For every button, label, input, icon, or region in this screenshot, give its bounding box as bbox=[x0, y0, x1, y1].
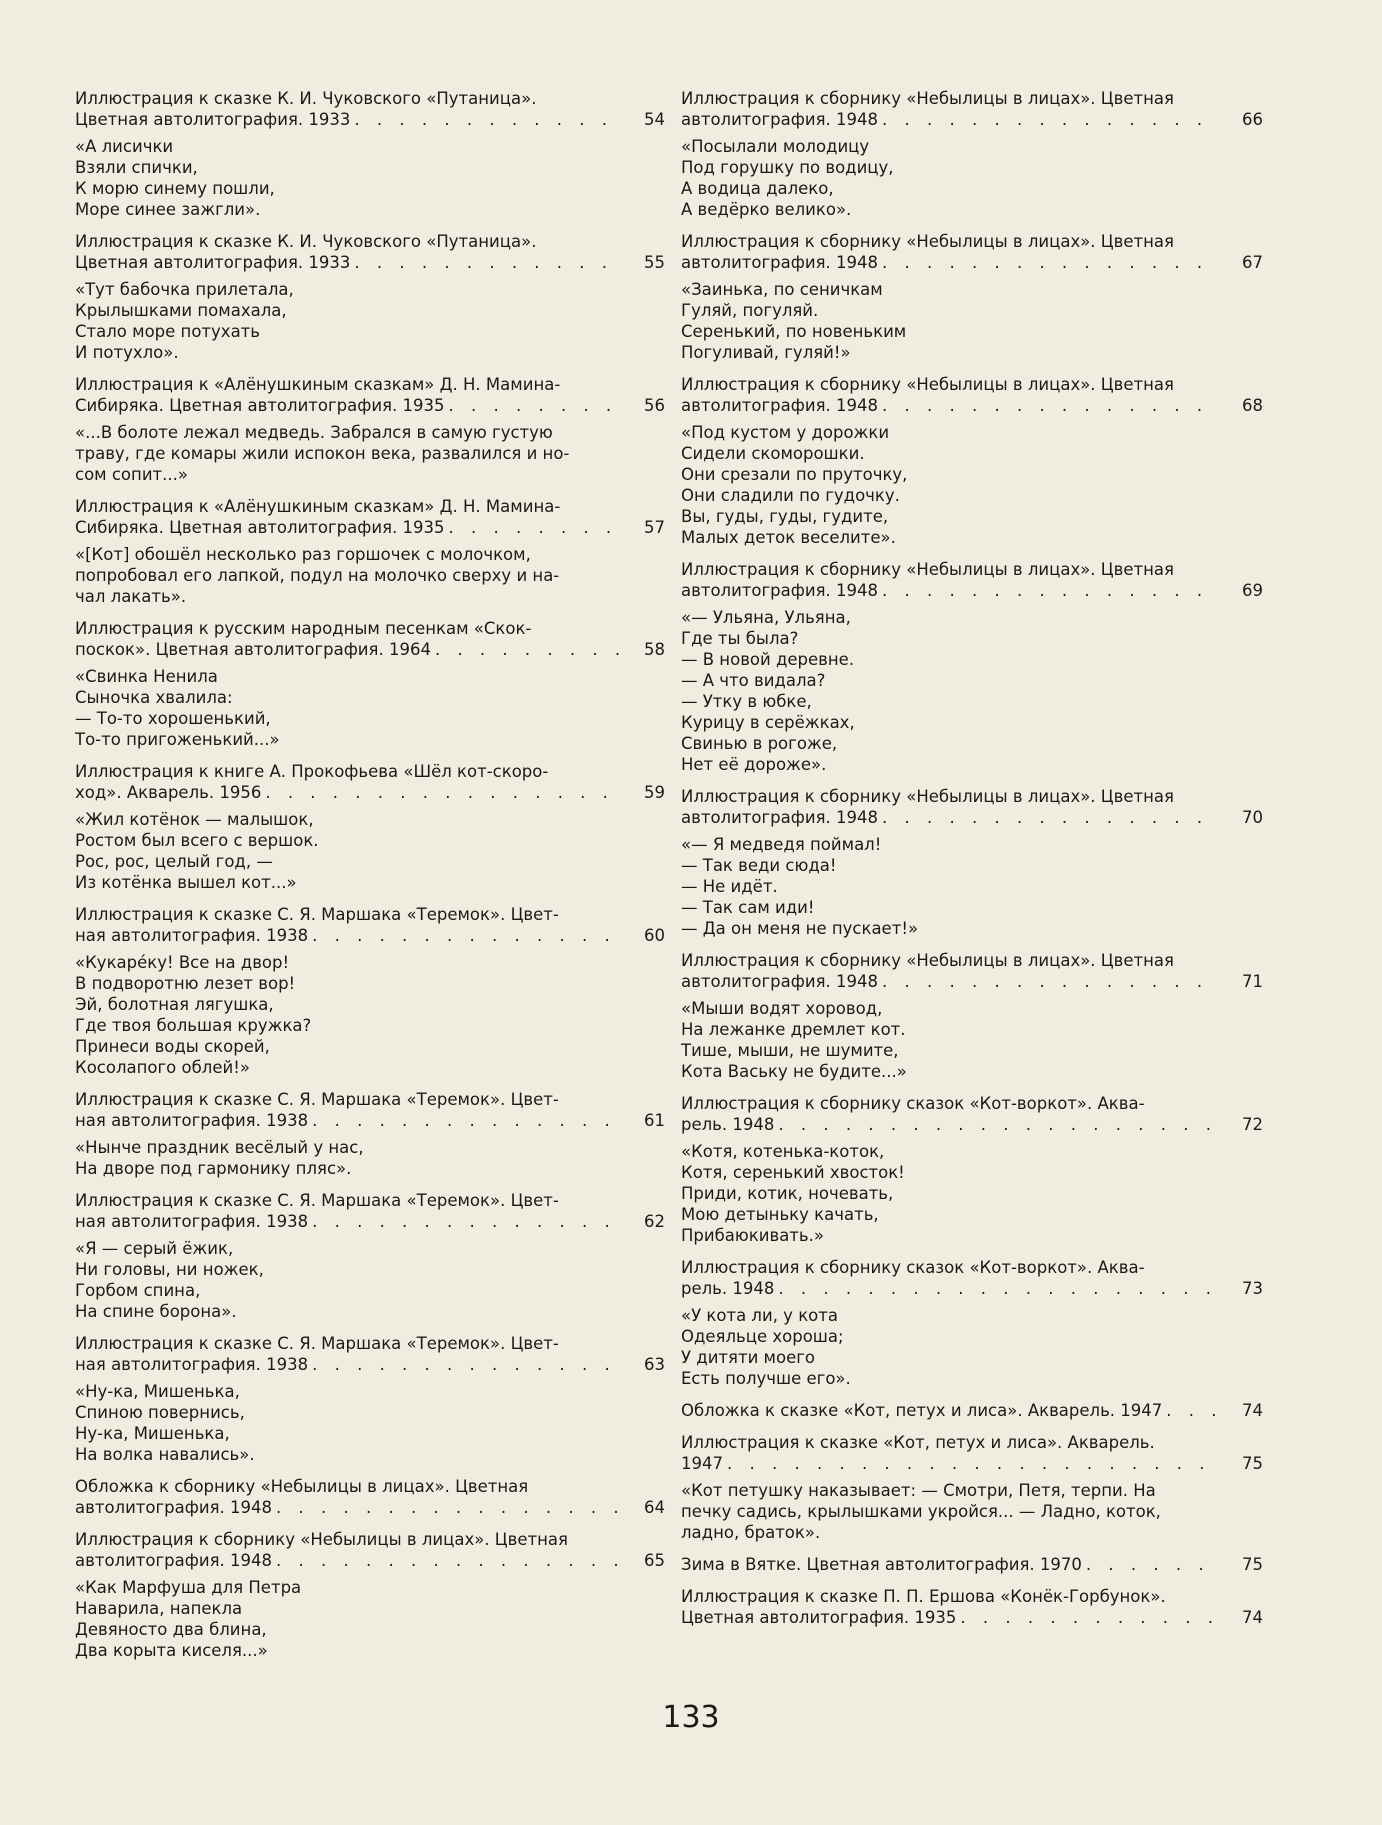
caption-line: Иллюстрация к сборнику «Небылицы в лицах». Цветная bbox=[75, 1530, 568, 1549]
quote bbox=[681, 279, 1263, 363]
list-item bbox=[75, 761, 665, 893]
quote-line: «Тут бабочка прилетала, bbox=[75, 280, 294, 299]
dot-leader bbox=[312, 1110, 619, 1131]
caption-line: Иллюстрация к сказке К. И. Чуковского «Путаница». bbox=[75, 232, 537, 251]
quote-line: Ну-ка, Мишенька, bbox=[75, 1424, 230, 1443]
quote-line: — Да он меня не пускает!» bbox=[681, 919, 919, 938]
dot-leader bbox=[354, 109, 619, 130]
caption-last-line bbox=[681, 395, 1263, 416]
caption bbox=[75, 1529, 665, 1571]
quote-line: А водица далеко, bbox=[681, 179, 834, 198]
dot-leader bbox=[435, 639, 619, 660]
quote-line: Приди, котик, ночевать, bbox=[681, 1184, 894, 1203]
caption-line: Иллюстрация к сборнику сказок «Кот-воркот». Аква- bbox=[681, 1094, 1145, 1113]
quote-line: На волка навались». bbox=[75, 1445, 255, 1464]
caption-last-line bbox=[681, 109, 1263, 130]
caption-last-line bbox=[681, 1607, 1263, 1628]
quote-line: Ни головы, ни ножек, bbox=[75, 1260, 264, 1279]
quote-line: К морю синему пошли, bbox=[75, 179, 275, 198]
list-item bbox=[75, 88, 665, 220]
list-item bbox=[75, 904, 665, 1078]
caption bbox=[681, 1432, 1263, 1474]
quote-line: «Кукарéку! Все на двор! bbox=[75, 953, 290, 972]
caption-line: Иллюстрация к сказке «Кот, петух и лиса». Акварель. bbox=[681, 1433, 1155, 1452]
quote-line: чал лакать». bbox=[75, 587, 187, 606]
dot-leader bbox=[1166, 1400, 1217, 1421]
caption-last-line bbox=[681, 1554, 1263, 1575]
caption-line: автолитография. 1948 bbox=[681, 396, 879, 415]
quote-line: «Заинька, по сеничкам bbox=[681, 280, 883, 299]
dot-leader bbox=[960, 1607, 1217, 1628]
dot-leader bbox=[276, 1497, 619, 1518]
list-item bbox=[681, 374, 1263, 548]
quote-line: траву, где комары жили испокон века, развалился и но- bbox=[75, 444, 570, 463]
quote-line: «Свинка Ненила bbox=[75, 667, 218, 686]
quote-line: Принеси воды скорей, bbox=[75, 1037, 270, 1056]
caption-line: Иллюстрация к сказке К. И. Чуковского «Путаница». bbox=[75, 89, 537, 108]
list-item bbox=[681, 1093, 1263, 1246]
caption-line: Иллюстрация к сказке С. Я. Маршака «Теремок». Цвет- bbox=[75, 905, 559, 924]
caption-line: Иллюстрация к сказке С. Я. Маршака «Теремок». Цвет- bbox=[75, 1334, 559, 1353]
caption bbox=[681, 1257, 1263, 1299]
quote-line: Косолапого облей!» bbox=[75, 1058, 250, 1077]
list-item bbox=[75, 1089, 665, 1179]
quote-line: — Утку в юбке, bbox=[681, 692, 812, 711]
caption bbox=[75, 1089, 665, 1131]
quote-line: Сыночка хвалила: bbox=[75, 688, 233, 707]
caption-line: ная автолитография. 1938 bbox=[75, 926, 309, 945]
quote-line: — То-то хорошенький, bbox=[75, 709, 271, 728]
dot-leader bbox=[354, 252, 619, 273]
quote-line: На дворе под гармонику пляс». bbox=[75, 1159, 352, 1178]
right-column bbox=[681, 88, 1263, 1639]
caption-last-line bbox=[75, 1110, 665, 1131]
caption-line: Иллюстрация к сборнику «Небылицы в лицах». Цветная bbox=[681, 375, 1174, 394]
quote-line: Где ты была? bbox=[681, 629, 799, 648]
caption bbox=[75, 618, 665, 660]
dot-leader bbox=[882, 395, 1217, 416]
caption-last-line bbox=[681, 1114, 1263, 1135]
dot-leader bbox=[882, 252, 1217, 273]
caption bbox=[681, 231, 1263, 273]
quote-line: «Жил котёнок — малышок, bbox=[75, 810, 314, 829]
dot-leader bbox=[882, 807, 1217, 828]
page-reference: 54 bbox=[644, 110, 665, 129]
caption bbox=[681, 1093, 1263, 1135]
caption-line: Сибиряка. Цветная автолитография. 1935 bbox=[75, 396, 445, 415]
page-reference: 64 bbox=[644, 1498, 665, 1517]
caption bbox=[681, 950, 1263, 992]
page-reference: 69 bbox=[1242, 581, 1263, 600]
page-reference: 66 bbox=[1242, 110, 1263, 129]
quote-line: Взяли спички, bbox=[75, 158, 198, 177]
caption-line: ная автолитография. 1938 bbox=[75, 1212, 309, 1231]
page-reference: 68 bbox=[1242, 396, 1263, 415]
quote-line: «Я — серый ёжик, bbox=[75, 1239, 234, 1258]
quote-line: На лежанке дремлет кот. bbox=[681, 1020, 906, 1039]
caption-last-line bbox=[75, 1550, 665, 1571]
dot-leader bbox=[312, 1211, 619, 1232]
caption-line: Иллюстрация к «Алёнушкиным сказкам» Д. Н. Мамина- bbox=[75, 497, 561, 516]
quote-line: — Не идёт. bbox=[681, 877, 778, 896]
caption-last-line bbox=[75, 1497, 665, 1518]
list-item bbox=[75, 496, 665, 607]
quote-line: — Так веди сюда! bbox=[681, 856, 837, 875]
caption-line: автолитография. 1948 bbox=[681, 808, 879, 827]
caption-line: Иллюстрация к сборнику «Небылицы в лицах». Цветная bbox=[681, 951, 1174, 970]
quote-line: Они сладили по гудочку. bbox=[681, 486, 900, 505]
quote-line: Нет её дороже». bbox=[681, 755, 827, 774]
page-reference: 75 bbox=[1242, 1454, 1263, 1473]
quote-line: Есть получше его». bbox=[681, 1369, 851, 1388]
caption-last-line bbox=[681, 580, 1263, 601]
caption-line: Иллюстрация к сборнику сказок «Кот-воркот». Аква- bbox=[681, 1258, 1145, 1277]
caption-line: ход». Акварель. 1956 bbox=[75, 783, 262, 802]
caption-last-line bbox=[75, 517, 665, 538]
caption-line: автолитография. 1948 bbox=[681, 972, 879, 991]
quote-line: Вы, гуды, гуды, гудите, bbox=[681, 507, 889, 526]
quote-line: «Котя, котенька-коток, bbox=[681, 1142, 885, 1161]
caption-line: Иллюстрация к сказке С. Я. Маршака «Теремок». Цвет- bbox=[75, 1090, 559, 1109]
list-item bbox=[75, 1476, 665, 1518]
caption bbox=[681, 374, 1263, 416]
quote bbox=[75, 279, 665, 363]
quote-line: «Ну-ка, Мишенька, bbox=[75, 1382, 240, 1401]
caption bbox=[75, 496, 665, 538]
quote-line: Из котёнка вышел кот...» bbox=[75, 873, 297, 892]
quote-line: А ведёрко велико». bbox=[681, 200, 852, 219]
list-item bbox=[681, 950, 1263, 1082]
quote-line: Свинью в рогоже, bbox=[681, 734, 838, 753]
quote-line: У дитяти моего bbox=[681, 1348, 816, 1367]
quote-line: Одеяльце хороша; bbox=[681, 1327, 844, 1346]
dot-leader bbox=[882, 109, 1217, 130]
page-reference: 74 bbox=[1242, 1608, 1263, 1627]
dot-leader bbox=[882, 580, 1217, 601]
quote-line: Прибаюкивать.» bbox=[681, 1226, 824, 1245]
quote-line: «Как Марфуша для Петра bbox=[75, 1578, 302, 1597]
page-reference: 55 bbox=[644, 253, 665, 272]
caption bbox=[681, 1400, 1263, 1421]
dot-leader bbox=[265, 782, 619, 803]
caption-last-line bbox=[681, 252, 1263, 273]
caption bbox=[681, 1554, 1263, 1575]
caption-last-line bbox=[681, 1453, 1263, 1474]
quote-line: Два корыта киселя...» bbox=[75, 1641, 268, 1660]
quote-line: Горбом спина, bbox=[75, 1281, 201, 1300]
page-reference: 61 bbox=[644, 1111, 665, 1130]
quote-line: Крылышками помахала, bbox=[75, 301, 287, 320]
quote-line: Они срезали по пруточку, bbox=[681, 465, 908, 484]
caption-last-line bbox=[681, 1400, 1263, 1421]
caption-last-line bbox=[681, 807, 1263, 828]
caption-line: Иллюстрация к книге А. Прокофьева «Шёл кот-скоро- bbox=[75, 762, 549, 781]
quote bbox=[75, 1238, 665, 1322]
quote-line: То-то пригоженький...» bbox=[75, 730, 280, 749]
caption-last-line bbox=[75, 925, 665, 946]
quote-line: Где твоя большая кружка? bbox=[75, 1016, 312, 1035]
caption-last-line bbox=[681, 1278, 1263, 1299]
caption-last-line bbox=[75, 109, 665, 130]
quote bbox=[681, 1305, 1263, 1389]
quote bbox=[681, 1141, 1263, 1246]
dot-leader bbox=[449, 517, 620, 538]
quote-line: В подворотню лезет вор! bbox=[75, 974, 296, 993]
caption-line: Цветная автолитография. 1933 bbox=[75, 110, 351, 129]
page-reference: 56 bbox=[644, 396, 665, 415]
quote-line: Серенький, по новеньким bbox=[681, 322, 907, 341]
quote-line: попробовал его лапкой, подул на молочко сверху и на- bbox=[75, 566, 560, 585]
quote bbox=[681, 136, 1263, 220]
dot-leader bbox=[882, 971, 1217, 992]
dot-leader bbox=[312, 1354, 619, 1375]
quote-line: — Так сам иди! bbox=[681, 898, 815, 917]
caption-line: поскок». Цветная автолитография. 1964 bbox=[75, 640, 431, 659]
quote bbox=[681, 1480, 1263, 1543]
page-reference: 72 bbox=[1242, 1115, 1263, 1134]
caption-line: 1947 bbox=[681, 1454, 723, 1473]
caption bbox=[681, 1586, 1263, 1628]
quote-line: Сидели скоморошки. bbox=[681, 444, 865, 463]
left-column bbox=[75, 88, 665, 1672]
caption-line: Иллюстрация к сборнику «Небылицы в лицах». Цветная bbox=[681, 89, 1174, 108]
quote-line: «Под кустом у дорожки bbox=[681, 423, 890, 442]
quote bbox=[75, 809, 665, 893]
caption-line: Обложка к сказке «Кот, петух и лиса». Акварель. 1947 bbox=[681, 1401, 1163, 1420]
page-reference: 67 bbox=[1242, 253, 1263, 272]
quote bbox=[75, 544, 665, 607]
caption bbox=[681, 88, 1263, 130]
caption bbox=[75, 231, 665, 273]
list-item bbox=[75, 374, 665, 485]
list-item bbox=[681, 559, 1263, 775]
caption-line: автолитография. 1948 bbox=[681, 110, 879, 129]
caption-line: Обложка к сборнику «Небылицы в лицах». Цветная bbox=[75, 1477, 529, 1496]
quote bbox=[681, 607, 1263, 775]
page-reference: 74 bbox=[1242, 1401, 1263, 1420]
quote-line: Ростом был всего с вершок. bbox=[75, 831, 319, 850]
quote-line: ладно, браток». bbox=[681, 1523, 821, 1542]
quote bbox=[75, 1381, 665, 1465]
list-item bbox=[681, 1554, 1263, 1575]
caption-line: рель. 1948 bbox=[681, 1279, 775, 1298]
caption bbox=[75, 1190, 665, 1232]
quote bbox=[75, 666, 665, 750]
quote-line: Спиною повернись, bbox=[75, 1403, 245, 1422]
quote-line: «Кот петушку наказывает: — Смотри, Петя, терпи. На bbox=[681, 1481, 1156, 1500]
page-reference: 65 bbox=[644, 1551, 665, 1570]
quote-line: «[Кот] обошёл несколько раз горшочек с молочком, bbox=[75, 545, 531, 564]
quote-line: «— Я медведя поймал! bbox=[681, 835, 882, 854]
caption-line: Зима в Вятке. Цветная автолитография. 1970 bbox=[681, 1555, 1082, 1574]
page-reference: 71 bbox=[1242, 972, 1263, 991]
page-reference: 60 bbox=[644, 926, 665, 945]
dot-leader bbox=[312, 925, 619, 946]
list-item bbox=[75, 1333, 665, 1465]
caption bbox=[75, 904, 665, 946]
page-reference: 62 bbox=[644, 1212, 665, 1231]
quote-line: Эй, болотная лягушка, bbox=[75, 995, 274, 1014]
caption-last-line bbox=[75, 1354, 665, 1375]
caption bbox=[75, 761, 665, 803]
caption-line: Иллюстрация к «Алёнушкиным сказкам» Д. Н. Мамина- bbox=[75, 375, 561, 394]
caption-line: Сибиряка. Цветная автолитография. 1935 bbox=[75, 518, 445, 537]
quote-line: Девяносто два блина, bbox=[75, 1620, 267, 1639]
quote-line: «— Ульяна, Ульяна, bbox=[681, 608, 851, 627]
quote-line: Под горушку по водицу, bbox=[681, 158, 894, 177]
dot-leader bbox=[1086, 1554, 1217, 1575]
caption bbox=[75, 374, 665, 416]
caption-last-line bbox=[681, 971, 1263, 992]
quote-line: Мою детыньку качать, bbox=[681, 1205, 879, 1224]
caption-line: автолитография. 1948 bbox=[75, 1498, 273, 1517]
page-reference: 70 bbox=[1242, 808, 1263, 827]
quote-line: печку садись, крылышками укройся... — Ладно, коток, bbox=[681, 1502, 1161, 1521]
quote-line: Курицу в серёжках, bbox=[681, 713, 855, 732]
quote-line: «У кота ли, у кота bbox=[681, 1306, 838, 1325]
quote bbox=[681, 422, 1263, 548]
caption-line: Иллюстрация к сказке С. Я. Маршака «Теремок». Цвет- bbox=[75, 1191, 559, 1210]
page-reference: 63 bbox=[644, 1355, 665, 1374]
quote-line: — А что видала? bbox=[681, 671, 826, 690]
quote bbox=[75, 1577, 665, 1661]
page-reference: 57 bbox=[644, 518, 665, 537]
list-item bbox=[681, 1586, 1263, 1628]
quote bbox=[75, 952, 665, 1078]
quote-line: Стало море потухать bbox=[75, 322, 261, 341]
caption-line: автолитография. 1948 bbox=[681, 581, 879, 600]
caption bbox=[75, 88, 665, 130]
list-item bbox=[681, 1400, 1263, 1421]
caption bbox=[681, 559, 1263, 601]
page-reference: 75 bbox=[1242, 1555, 1263, 1574]
caption-last-line bbox=[75, 395, 665, 416]
caption bbox=[75, 1476, 665, 1518]
quote bbox=[75, 422, 665, 485]
quote bbox=[681, 834, 1263, 939]
caption-line: автолитография. 1948 bbox=[681, 253, 879, 272]
quote bbox=[681, 998, 1263, 1082]
page-reference: 58 bbox=[644, 640, 665, 659]
quote-line: Кота Ваську не будите...» bbox=[681, 1062, 907, 1081]
list-item bbox=[681, 231, 1263, 363]
caption-line: ная автолитография. 1938 bbox=[75, 1355, 309, 1374]
dot-leader bbox=[449, 395, 620, 416]
caption bbox=[75, 1333, 665, 1375]
list-item bbox=[75, 1529, 665, 1661]
caption-line: Цветная автолитография. 1935 bbox=[681, 1608, 957, 1627]
quote bbox=[75, 136, 665, 220]
caption-line: Иллюстрация к сборнику «Небылицы в лицах». Цветная bbox=[681, 560, 1174, 579]
list-item bbox=[75, 231, 665, 363]
caption-line: Иллюстрация к сборнику «Небылицы в лицах». Цветная bbox=[681, 232, 1174, 251]
caption-line: Цветная автолитография. 1933 bbox=[75, 253, 351, 272]
quote-line: Рос, рос, целый год, — bbox=[75, 852, 273, 871]
caption-last-line bbox=[75, 252, 665, 273]
dot-leader bbox=[778, 1114, 1217, 1135]
quote-line: И потухло». bbox=[75, 343, 179, 362]
dot-leader bbox=[778, 1278, 1217, 1299]
list-item bbox=[681, 1432, 1263, 1543]
caption bbox=[681, 786, 1263, 828]
caption-line: ная автолитография. 1938 bbox=[75, 1111, 309, 1130]
quote-line: Тише, мыши, не шумите, bbox=[681, 1041, 899, 1060]
page-reference: 59 bbox=[644, 783, 665, 802]
quote-line: Море синее зажгли». bbox=[75, 200, 261, 219]
quote-line: Погуливай, гуляй!» bbox=[681, 343, 851, 362]
quote-line: сом сопит...» bbox=[75, 465, 188, 484]
caption-line: автолитография. 1948 bbox=[75, 1551, 273, 1570]
quote-line: — В новой деревне. bbox=[681, 650, 855, 669]
list-item bbox=[681, 786, 1263, 939]
caption-last-line bbox=[75, 639, 665, 660]
page-number: 133 bbox=[662, 1700, 720, 1735]
caption-line: Иллюстрация к русским народным песенкам «Скок- bbox=[75, 619, 532, 638]
dot-leader bbox=[276, 1550, 619, 1571]
quote-line: «Нынче праздник весёлый у нас, bbox=[75, 1138, 364, 1157]
caption-line: рель. 1948 bbox=[681, 1115, 775, 1134]
quote-line: На спине борона». bbox=[75, 1302, 237, 1321]
quote-line: «...В болоте лежал медведь. Забрался в самую густую bbox=[75, 423, 553, 442]
quote-line: «Мыши водят хоровод, bbox=[681, 999, 883, 1018]
caption-line: Иллюстрация к сборнику «Небылицы в лицах». Цветная bbox=[681, 787, 1174, 806]
list-item bbox=[75, 1190, 665, 1322]
page-reference: 73 bbox=[1242, 1279, 1263, 1298]
quote-line: «Посылали молодицу bbox=[681, 137, 870, 156]
list-item bbox=[681, 1257, 1263, 1389]
caption-last-line bbox=[75, 1211, 665, 1232]
quote-line: Малых деток веселите». bbox=[681, 528, 896, 547]
list-item bbox=[75, 618, 665, 750]
quote-line: Наварила, напекла bbox=[75, 1599, 243, 1618]
quote-line: Котя, серенький хвосток! bbox=[681, 1163, 905, 1182]
quote-line: «А лисички bbox=[75, 137, 174, 156]
quote bbox=[75, 1137, 665, 1179]
caption-last-line bbox=[75, 782, 665, 803]
caption-line: Иллюстрация к сказке П. П. Ершова «Конёк-Горбунок». bbox=[681, 1587, 1166, 1606]
list-item bbox=[681, 88, 1263, 220]
quote-line: Гуляй, погуляй. bbox=[681, 301, 819, 320]
dot-leader bbox=[727, 1453, 1217, 1474]
